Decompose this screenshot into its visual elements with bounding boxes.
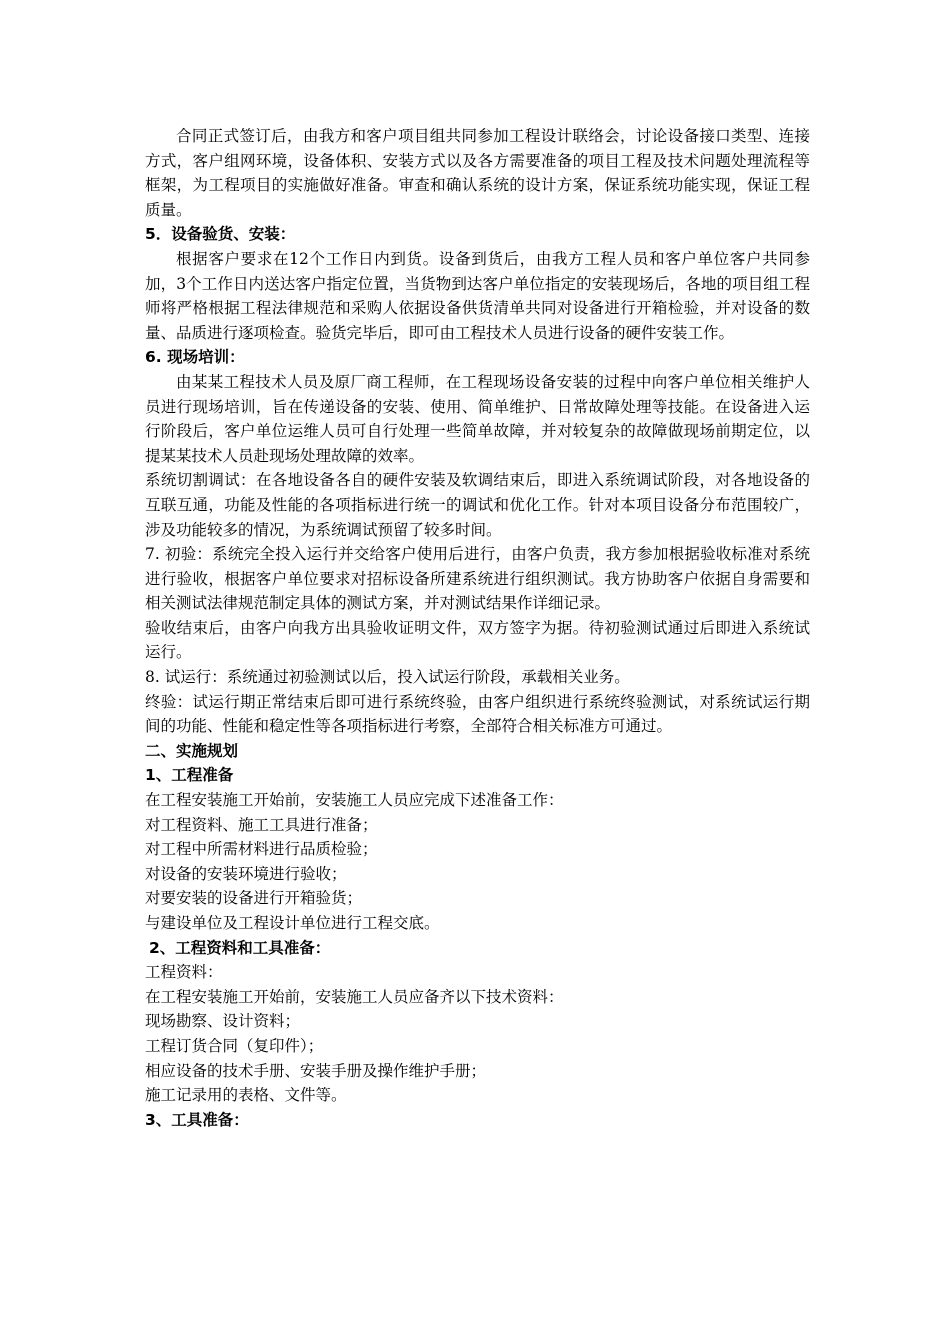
list-item: 施工记录用的表格、文件等。 — [145, 1086, 347, 1105]
document-body — [145, 124, 810, 1132]
paragraph-prep-intro: 在工程安装施工开始前，安装施工人员应完成下述准备工作： — [145, 791, 564, 810]
paragraph-trial-run: 8. 试运行：系统通过初验测试以后，投入试运行阶段，承载相关业务。 — [145, 668, 630, 687]
heading-tool-preparation: 3、工具准备： — [145, 1110, 249, 1129]
list-item: 现场勘察、设计资料； — [145, 1012, 301, 1031]
paragraph-training: 由某某工程技术人员及原厂商工程师，在工程现场设备安装的过程中向客户单位相关维护人员进行现场培训，旨在传递设备的安装、使用、简单维护、日常故障处理等技能。在设备进入运行阶段后，客户单位运维人员可自行处理一些简单故障，并对较复杂的故障做现场前期定位，以提某某技术人员赴现场处理故障的效率。 — [145, 372, 810, 465]
paragraph-initial-acceptance: 7. 初验：系统完全投入运行并交给客户使用后进行，由客户负责，我方参加根据验收标准对系统进行验收，根据客户单位要求对招标设备所建系统进行组织测试。我方协助客户依据自身需要和相关测试法律规范制定具体的测试方案，并对测试结果作详细记录。 — [145, 545, 810, 613]
paragraph-docs-intro: 在工程安装施工开始前，安装施工人员应备齐以下技术资料： — [145, 987, 564, 1006]
list-item: 对工程资料、施工工具进行准备； — [145, 815, 378, 834]
paragraph-final-acceptance: 终验：试运行期正常结束后即可进行系统终验，由客户组织进行系统终验测试，对系统试运行期间的功能、性能和稳定性等各项指标进行考察，全部符合相关标准方可通过。 — [145, 692, 810, 736]
list-item: 与建设单位及工程设计单位进行工程交底。 — [145, 914, 440, 932]
list-item: 对工程中所需材料进行品质检验； — [145, 840, 378, 859]
list-item: 对要安装的设备进行开箱验货； — [145, 889, 363, 908]
list-item: 工程订货合同（复印件）； — [145, 1036, 324, 1055]
paragraph-system-debug: 系统切割调试：在各地设备各自的硬件安装及软调结束后，即进入系统调试阶段，对各地设备的互联互通，功能及性能的各项指标进行统一的调试和优化工作。针对本项目设备分布范围较广，涉及功能较多的情况，为系统调试预留了较多时间。 — [145, 471, 810, 539]
list-item: 相应设备的技术手册、安装手册及操作维护手册； — [145, 1061, 487, 1080]
heading-equipment-inspection: 5．设备验货、安装： — [145, 225, 296, 244]
paragraph-engineering-docs: 工程资料： — [145, 963, 223, 982]
heading-onsite-training: 6. 现场培训： — [145, 348, 245, 367]
heading-docs-and-tools: 2、工程资料和工具准备： — [149, 938, 331, 957]
heading-engineering-preparation: 1、工程准备 — [145, 766, 234, 785]
paragraph-acceptance-certificate: 验收结束后，由客户向我方出具验收证明文件，双方签字为据。待初验测试通过后即进入系统试运行。 — [145, 618, 810, 662]
heading-implementation-plan: 二、实施规划 — [145, 741, 239, 760]
paragraph-contract: 合同正式签订后，由我方和客户项目组共同参加工程设计联络会，讨论设备接口类型、连接方式，客户组网环境，设备体积、安装方式以及各方需要准备的项目工程及技术问题处理流程等框架，为工程项目的实施做好准备。审查和确认系统的设计方案，保证系统功能实现，保证工程质量。 — [145, 127, 810, 219]
paragraph-delivery: 根据客户要求在12个工作日内到货。设备到货后，由我方工程人员和客户单位客户共同参加，3个工作日内送达客户指定位置，当货物到达客户单位指定的安装现场后，各地的项目组工程师将严格根据工程法律规范和采购人依据设备供货清单共同对设备进行开箱检验，并对设备的数量、品质进行逐项检查。验货完毕后，即可由工程技术人员进行设备的硬件安装工作。 — [145, 249, 810, 342]
list-item: 对设备的安装环境进行验收； — [145, 864, 347, 883]
